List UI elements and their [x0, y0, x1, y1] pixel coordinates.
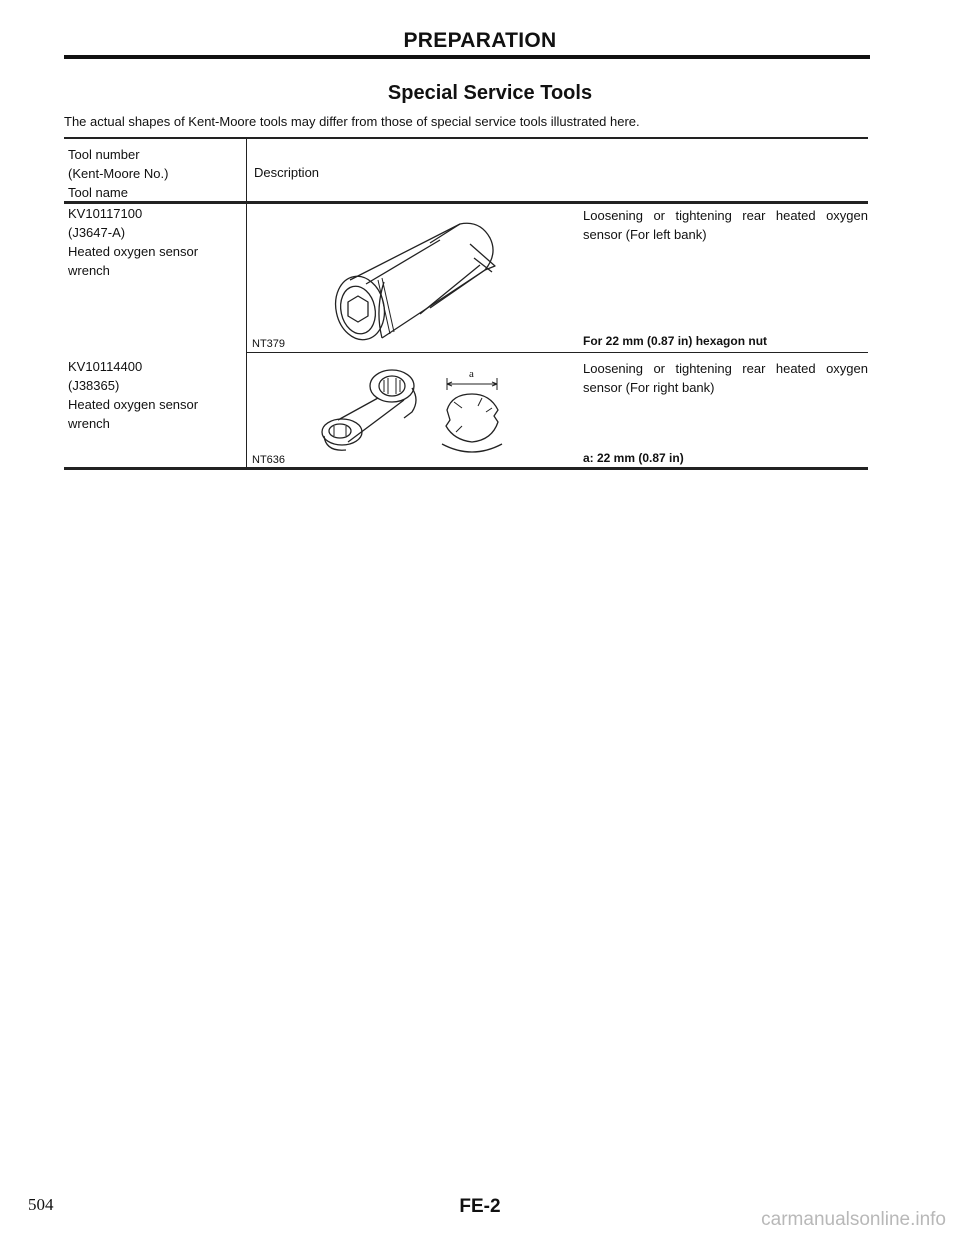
- ring-wrench-illustration: [312, 360, 512, 466]
- tool-description-1: Loosening or tightening rear heated oxygen sensor (For left bank): [583, 208, 868, 242]
- column-divider: [246, 139, 247, 469]
- tool-name-cont: wrench: [68, 263, 110, 278]
- table-bottom-rule: [64, 467, 868, 470]
- tool-name-cont: wrench: [68, 416, 110, 431]
- section-code: FE-2: [459, 1196, 501, 1217]
- kent-moore-number: (J38365): [68, 378, 120, 393]
- watermark-link[interactable]: carmanualsonline.info: [761, 1209, 946, 1230]
- tool-description-2: Loosening or tightening rear heated oxygen sensor (For right bank): [583, 361, 868, 395]
- title-rule: [64, 55, 870, 59]
- tool-note-1: For 22 mm (0.87 in) hexagon nut: [583, 334, 768, 348]
- tool-cell-1: [68, 204, 198, 280]
- tool-name: Heated oxygen sensor: [68, 397, 199, 412]
- sub-title: Special Service Tools: [387, 82, 593, 104]
- intro-text: The actual shapes of Kent-Moore tools may differ from those of special service tools illustrated here.: [64, 114, 640, 129]
- table-top-rule: [64, 137, 868, 139]
- figure-code-2: NT636: [252, 454, 286, 466]
- header-description: Description: [254, 165, 320, 180]
- header-tool-number: Tool number (Kent-Moore No.) Tool name: [68, 147, 169, 200]
- tool-cell-2: [68, 357, 198, 433]
- tool-number: KV10117100: [68, 206, 143, 221]
- tool-name: Heated oxygen sensor: [68, 244, 199, 259]
- section-title: PREPARATION: [403, 29, 557, 52]
- socket-wrench-illustration: [320, 210, 520, 350]
- row-separator: [247, 352, 868, 353]
- figure-code-1: NT379: [252, 338, 286, 350]
- dimension-label: a: [469, 368, 474, 380]
- kent-moore-number: (J3647-A): [68, 225, 126, 240]
- tool-note-2: a: 22 mm (0.87 in): [583, 451, 684, 465]
- tool-number: KV10114400: [68, 359, 143, 374]
- page-number: 504: [28, 1195, 54, 1214]
